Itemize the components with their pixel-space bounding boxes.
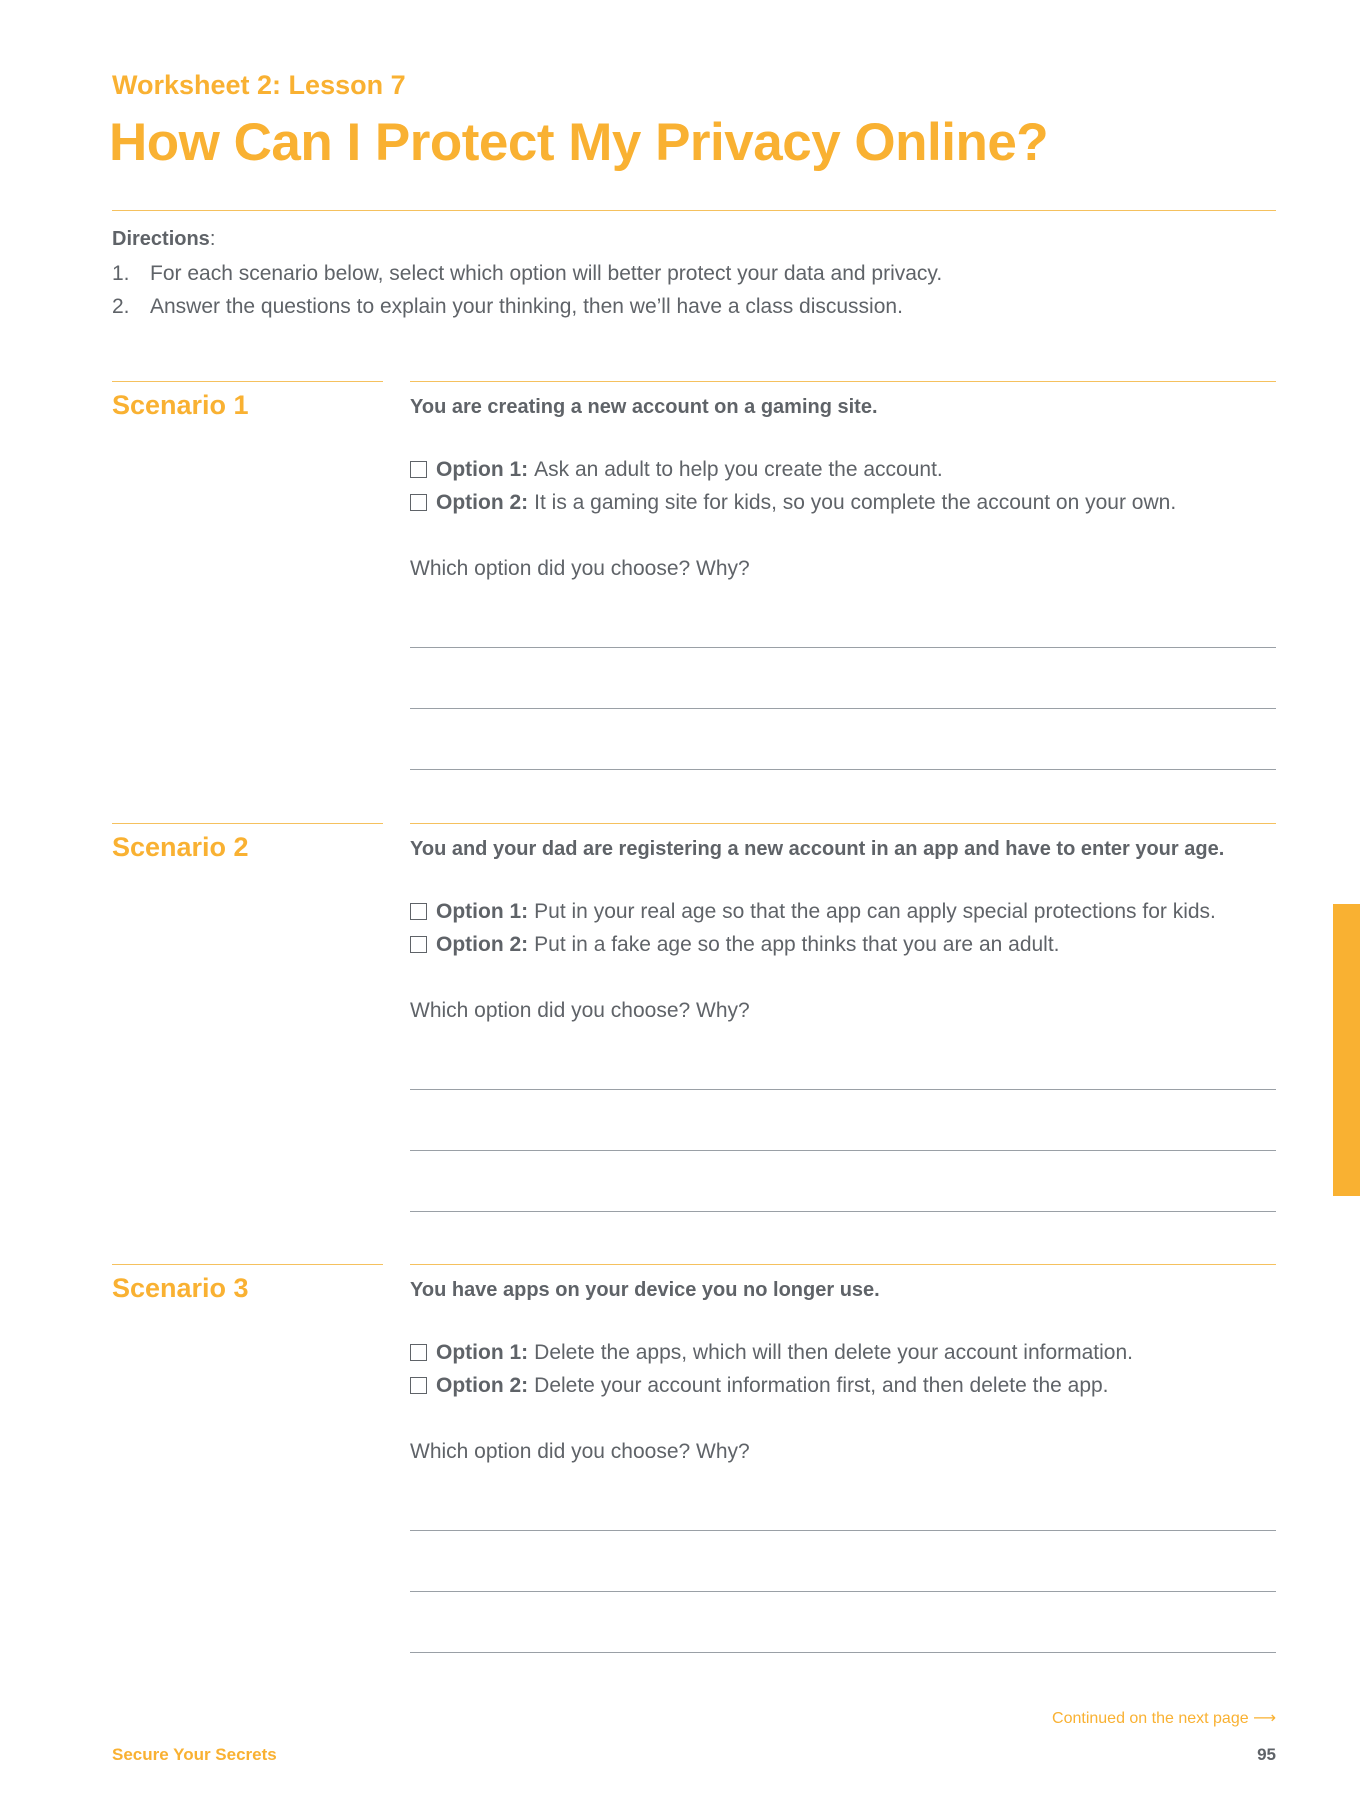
checkbox-icon[interactable] — [410, 936, 427, 953]
scenario-1-body — [410, 396, 1276, 770]
scenario-2-label-divider — [112, 823, 383, 824]
scenario-2-body-divider — [410, 823, 1276, 824]
option-label: Option 1: — [436, 900, 529, 923]
page-number: 95 — [1257, 1745, 1276, 1764]
checkbox-icon[interactable] — [410, 461, 427, 478]
scenario-1-label-divider — [112, 381, 383, 382]
scenario-1-option-2[interactable] — [410, 486, 1276, 519]
scenario-3-option-2[interactable] — [410, 1369, 1276, 1402]
option-label: Option 2: — [436, 933, 529, 956]
option-text: Ask an adult to help you create the account. — [534, 458, 943, 481]
scenario-3-body-divider — [410, 1264, 1276, 1265]
directions-heading: Directions — [112, 228, 210, 250]
scenario-1-prompt: You are creating a new account on a gaming site. — [410, 396, 878, 418]
directions-item — [112, 257, 942, 290]
continued-note: Continued on the next page ⟶ — [1052, 1710, 1276, 1727]
directions-item-number: 1. — [112, 262, 130, 285]
scenario-2-option-2[interactable] — [410, 928, 1276, 961]
scenario-2-body — [410, 838, 1276, 1212]
option-label: Option 1: — [436, 1341, 529, 1364]
scenario-3-body — [410, 1279, 1276, 1653]
scenario-2-prompt: You and your dad are registering a new account in an app and have to enter your age. — [410, 838, 1225, 860]
option-text: It is a gaming site for kids, so you complete the account on your own. — [534, 491, 1177, 514]
scenario-2-label: Scenario 2 — [112, 832, 249, 862]
checkbox-icon[interactable] — [410, 1377, 427, 1394]
scenario-3-label: Scenario 3 — [112, 1273, 249, 1303]
scenario-1-body-divider — [410, 381, 1276, 382]
directions-block — [112, 228, 942, 323]
title-divider — [112, 210, 1276, 211]
answer-line[interactable] — [410, 1151, 1276, 1212]
answer-line[interactable] — [410, 709, 1276, 770]
scenario-3-label-divider — [112, 1264, 383, 1265]
option-label: Option 2: — [436, 491, 529, 514]
page-title: How Can I Protect My Privacy Online? — [109, 113, 1049, 172]
answer-line[interactable] — [410, 1090, 1276, 1151]
checkbox-icon[interactable] — [410, 903, 427, 920]
scenario-2-question: Which option did you choose? Why? — [410, 999, 750, 1022]
answer-line[interactable] — [410, 648, 1276, 709]
option-text: Put in your real age so that the app can apply special protections for kids. — [534, 900, 1216, 923]
answer-line[interactable] — [410, 1531, 1276, 1592]
scenario-2-option-1[interactable] — [410, 895, 1276, 928]
directions-item-text: Answer the questions to explain your thinking, then we’ll have a class discussion. — [150, 295, 903, 318]
answer-line[interactable] — [410, 1464, 1276, 1531]
scenario-3-prompt: You have apps on your device you no longer use. — [410, 1279, 880, 1301]
scenario-3-option-1[interactable] — [410, 1336, 1276, 1369]
side-tab-marker — [1333, 904, 1360, 1196]
scenario-1-options — [410, 453, 1276, 519]
option-text: Put in a fake age so the app thinks that you are an adult. — [534, 933, 1060, 956]
directions-list — [112, 257, 942, 323]
scenario-1-option-1[interactable] — [410, 453, 1276, 486]
worksheet-eyebrow: Worksheet 2: Lesson 7 — [112, 70, 406, 100]
option-label: Option 2: — [436, 1374, 529, 1397]
scenario-3-question: Which option did you choose? Why? — [410, 1440, 750, 1463]
option-text: Delete your account information first, and then delete the app. — [534, 1374, 1109, 1397]
scenario-1-label: Scenario 1 — [112, 390, 249, 420]
footer-section-title: Secure Your Secrets — [112, 1745, 277, 1764]
answer-line[interactable] — [410, 1592, 1276, 1653]
checkbox-icon[interactable] — [410, 494, 427, 511]
directions-colon: : — [209, 228, 216, 250]
answer-line[interactable] — [410, 1023, 1276, 1090]
scenario-1-question: Which option did you choose? Why? — [410, 557, 750, 580]
directions-item-number: 2. — [112, 295, 130, 318]
directions-item — [112, 290, 942, 323]
answer-line[interactable] — [410, 581, 1276, 648]
checkbox-icon[interactable] — [410, 1344, 427, 1361]
scenario-2-options — [410, 895, 1276, 961]
option-text: Delete the apps, which will then delete your account information. — [534, 1341, 1133, 1364]
directions-item-text: For each scenario below, select which option will better protect your data and privacy. — [150, 262, 943, 285]
scenario-3-options — [410, 1336, 1276, 1402]
option-label: Option 1: — [436, 458, 529, 481]
